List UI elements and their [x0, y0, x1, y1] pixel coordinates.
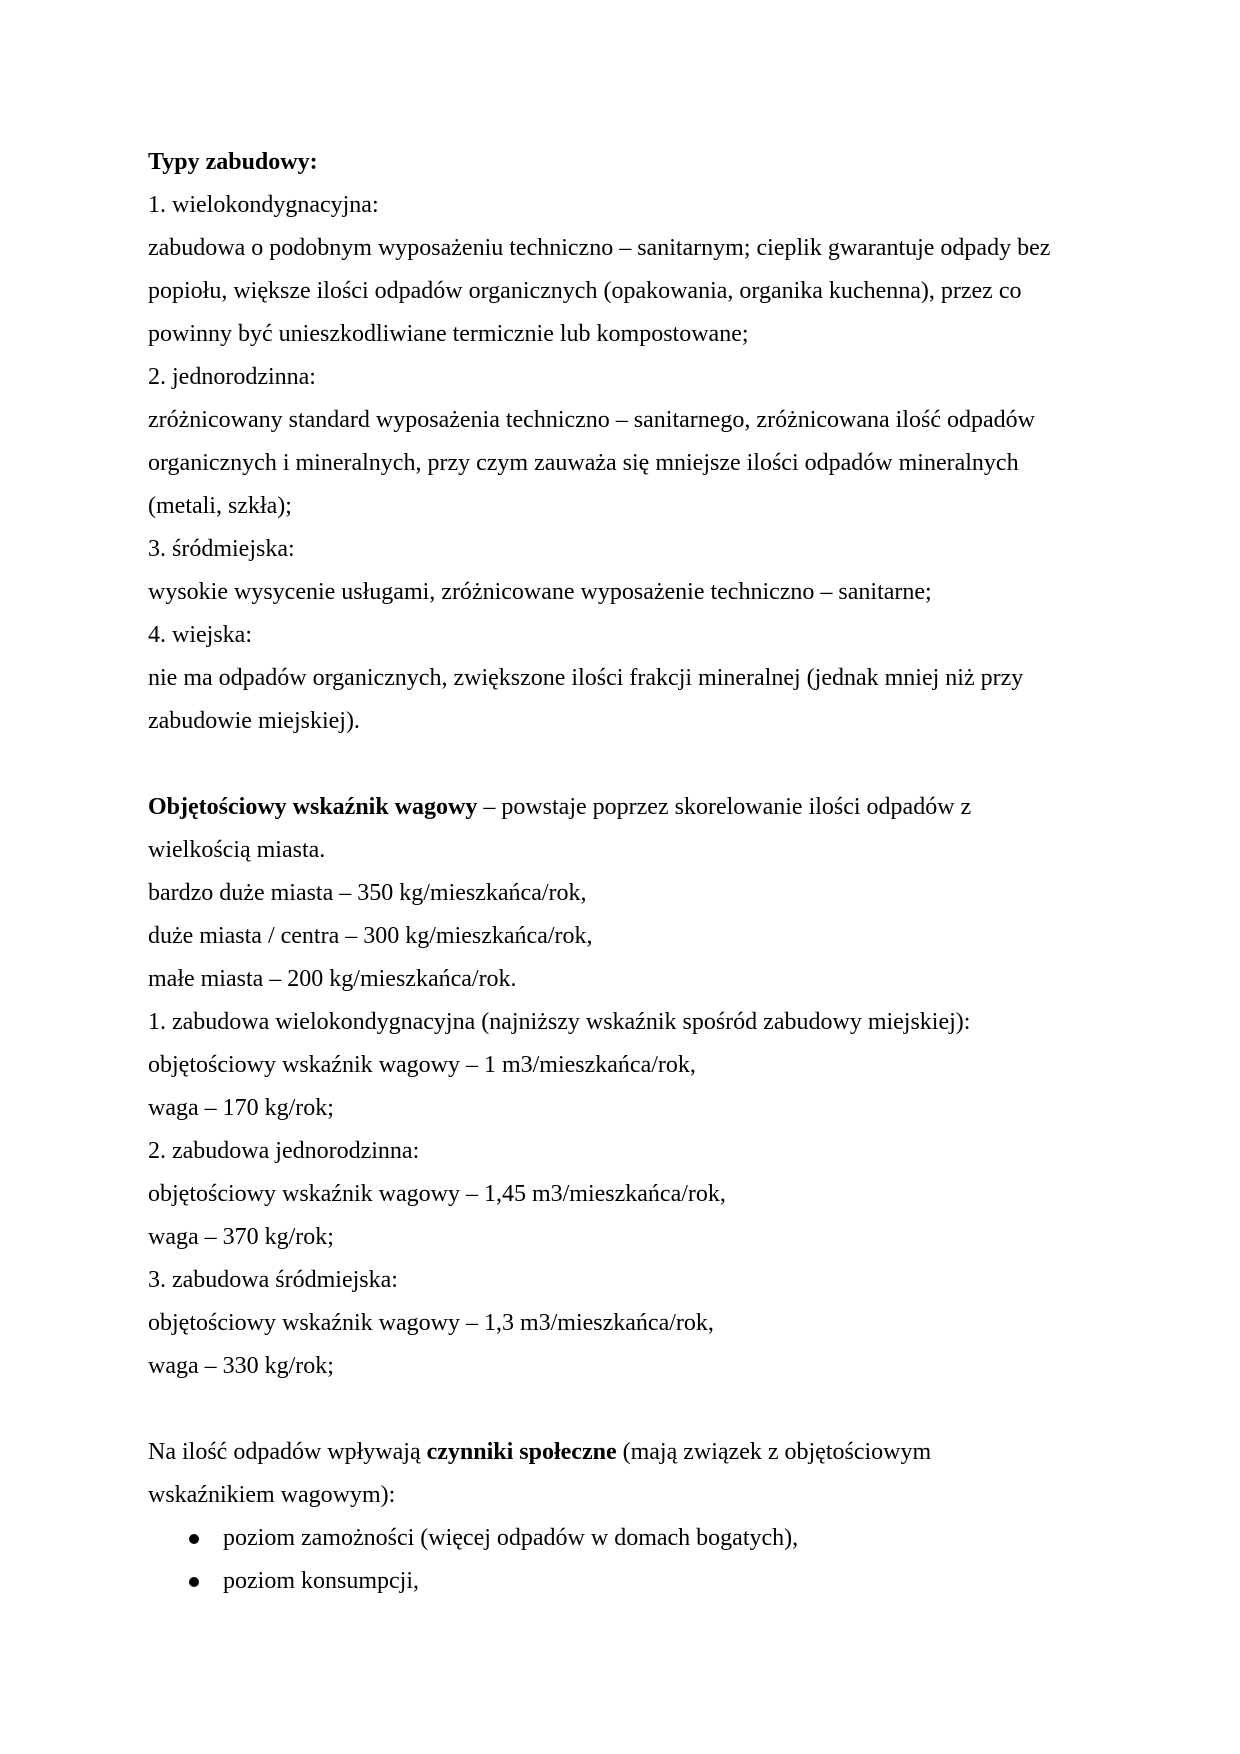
text-line: objętościowy wskaźnik wagowy – 1,45 m3/mieszkańca/rok, [148, 1181, 726, 1207]
factors-intro-after: (mają związek z objętościowym [616, 1439, 932, 1465]
text-line: wysokie wysycenie usługami, zróżnicowane wyposażenie techniczno – sanitarne; [148, 579, 932, 605]
factors-intro-bold: czynniki społeczne [426, 1439, 617, 1465]
definition-text: – powstaje poprzez skorelowanie ilości odpadów z [477, 794, 972, 820]
text-line: bardzo duże miasta – 350 kg/mieszkańca/rok, [148, 880, 587, 906]
definition-paragraph [148, 786, 1108, 829]
text-line: 2. zabudowa jednorodzinna: [148, 1138, 420, 1164]
text-line: objętościowy wskaźnik wagowy – 1,3 m3/mieszkańca/rok, [148, 1310, 714, 1336]
list-item-text: poziom konsumpcji, [223, 1568, 419, 1594]
factors-intro [148, 1431, 1108, 1474]
text-line: 1. wielokondygnacyjna: [148, 192, 379, 218]
text-line: 2. jednorodzinna: [148, 364, 316, 390]
text-line: 1. zabudowa wielokondygnacyjna (najniższy wskaźnik spośród zabudowy miejskiej): [148, 1009, 971, 1035]
text-line: organicznych i mineralnych, przy czym zauważa się mniejsze ilości odpadów mineralnych [148, 450, 1019, 476]
text-line: nie ma odpadów organicznych, zwiększone ilości frakcji mineralnej (jednak mniej niż przy [148, 665, 1024, 691]
text-line: waga – 330 kg/rok; [148, 1353, 334, 1379]
paragraph-gap [148, 743, 1108, 786]
text-line: waga – 170 kg/rok; [148, 1095, 334, 1121]
text-line: objętościowy wskaźnik wagowy – 1 m3/mieszkańca/rok, [148, 1052, 696, 1078]
list-item [148, 1517, 1108, 1560]
factors-list [148, 1517, 1108, 1603]
list-item-text: poziom zamożności (więcej odpadów w domach bogatych), [223, 1525, 799, 1551]
text-line: (metali, szkła); [148, 493, 292, 519]
list-item [148, 1560, 1108, 1603]
defined-term: Objętościowy wskaźnik wagowy [148, 794, 478, 820]
section-title-typy-zabudowy: Typy zabudowy: [148, 149, 318, 175]
text-line: 3. zabudowa śródmiejska: [148, 1267, 398, 1293]
text-line: popiołu, większe ilości odpadów organicznych (opakowania, organika kuchenna), przez co [148, 278, 1022, 304]
text-line: waga – 370 kg/rok; [148, 1224, 334, 1250]
text-line: 3. śródmiejska: [148, 536, 295, 562]
text-line: 4. wiejska: [148, 622, 252, 648]
factors-intro-before: Na ilość odpadów wpływają [148, 1439, 427, 1465]
text-line: małe miasta – 200 kg/mieszkańca/rok. [148, 966, 517, 992]
text-line: zabudowie miejskiej). [148, 708, 360, 734]
text-line: powinny być unieszkodliwiane termicznie lub kompostowane; [148, 321, 749, 347]
text-line: zabudowa o podobnym wyposażeniu techniczno – sanitarnym; cieplik gwarantuje odpady bez [148, 235, 1051, 261]
text-line: zróżnicowany standard wyposażenia techniczno – sanitarnego, zróżnicowana ilość odpadów [148, 407, 1035, 433]
document-page [148, 141, 1108, 1603]
bullet-icon [189, 1534, 199, 1544]
paragraph-gap [148, 1388, 1108, 1431]
text-line: wielkością miasta. [148, 837, 326, 863]
text-line: wskaźnikiem wagowym): [148, 1482, 396, 1508]
bullet-icon [189, 1577, 199, 1587]
text-line: duże miasta / centra – 300 kg/mieszkańca/rok, [148, 923, 593, 949]
